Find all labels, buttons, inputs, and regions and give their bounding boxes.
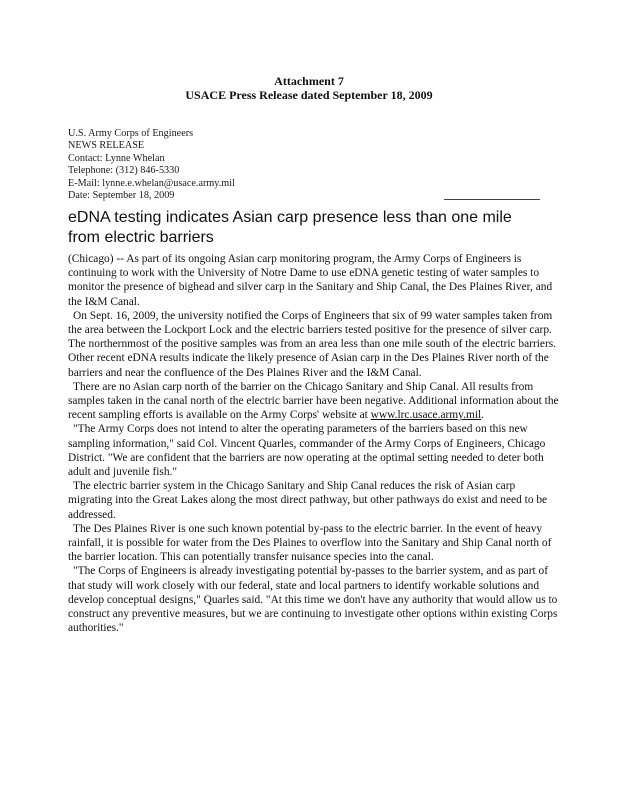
article-body (68, 252, 560, 635)
release-type: NEWS RELEASE (68, 140, 145, 152)
attachment-title: Attachment 7 (274, 74, 344, 88)
paragraph-intro: (Chicago) -- As part of its ongoing Asian carp monitoring program, the Army Corps of Engineers is continuing to work with the University of Notre Dame to use eDNA genetic testing of water samples to monitor the presence of bighead and silver carp in the Sanitary and Ship Canal, the Des Plaines River, and the I&M Canal. (68, 253, 553, 308)
paragraph-no-carp-north (68, 380, 560, 423)
release-email: E-Mail: lynne.e.whelan@usace.army.mil (68, 177, 235, 189)
article-headline: eDNA testing indicates Asian carp presence less than one mile from electric barriers (68, 209, 512, 246)
release-contact-block (68, 128, 235, 202)
paragraph-barrier-system: The electric barrier system in the Chicago Sanitary and Ship Canal reduces the risk of Asian carp migrating into the Great Lakes along the most direct pathway, but other pathways do exist and need to be addressed. (68, 480, 548, 521)
paragraph-des-plaines: The Des Plaines River is one such known potential by-pass to the electric barrier. In the event of heavy rainfall, it is possible for water from the Des Plaines to overflow into the Sanitary and Ship Canal north of the barrier location. This can potentially transfer nuisance species into the canal. (68, 522, 552, 564)
attachment-subtitle: USACE Press Release dated September 18, 2009 (185, 88, 433, 102)
release-contact: Contact: Lynne Whelan (68, 152, 165, 164)
paragraph-quarles-quote: "The Army Corps does not intend to alter the operating parameters of the barriers based on this new sampling information," said Col. Vincent Quarles, commander of the Army Corps of Engineers, Chicago District. "We are confident that the barriers are now operating at the optimal setting needed to deter both adult and juvenile fish." (68, 423, 546, 479)
paragraph-no-carp-north-end: . (481, 409, 485, 422)
header-divider (444, 199, 540, 200)
release-date: Date: September 18, 2009 (68, 190, 175, 202)
paragraph-no-carp-north-text: There are no Asian carp north of the barrier on the Chicago Sanitary and Ship Canal. All results from samples taken in the canal north of the electric barrier have been negative. Additional information about the recent sampling efforts is available on the Army Corps' website at (68, 380, 559, 422)
attachment-heading (0, 74, 618, 102)
release-telephone: Telephone: (312) 846-5330 (68, 165, 180, 177)
paragraph-sampling-results: On Sept. 16, 2009, the university notified the Corps of Engineers that six of 99 water samples taken from the area between the Lockport Lock and the electric barriers tested positive for the presence of silver carp. The northernmost of the positive samples was from an area less than one mile south of the electric barriers. Other recent eDNA results indicate the likely presence of Asian carp in the Des Plaines River north of the barriers and near the confluence of the Des Plaines River and the I&M Canal. (68, 309, 557, 379)
paragraph-bypass-investigation: "The Corps of Engineers is already investigating potential by-passes to the barrier system, and as part of that study will work closely with our federal, state and local partners to identify workable solutions and develop conceptual designs," Quarles said. "At this time we don't have any authority that would allow us to construct any preventive measures, but we are continuing to investigate other options within existing Corps authorities." (68, 565, 558, 635)
release-org: U.S. Army Corps of Engineers (68, 128, 194, 139)
website-link[interactable]: www.lrc.usace.army.mil (370, 409, 482, 422)
